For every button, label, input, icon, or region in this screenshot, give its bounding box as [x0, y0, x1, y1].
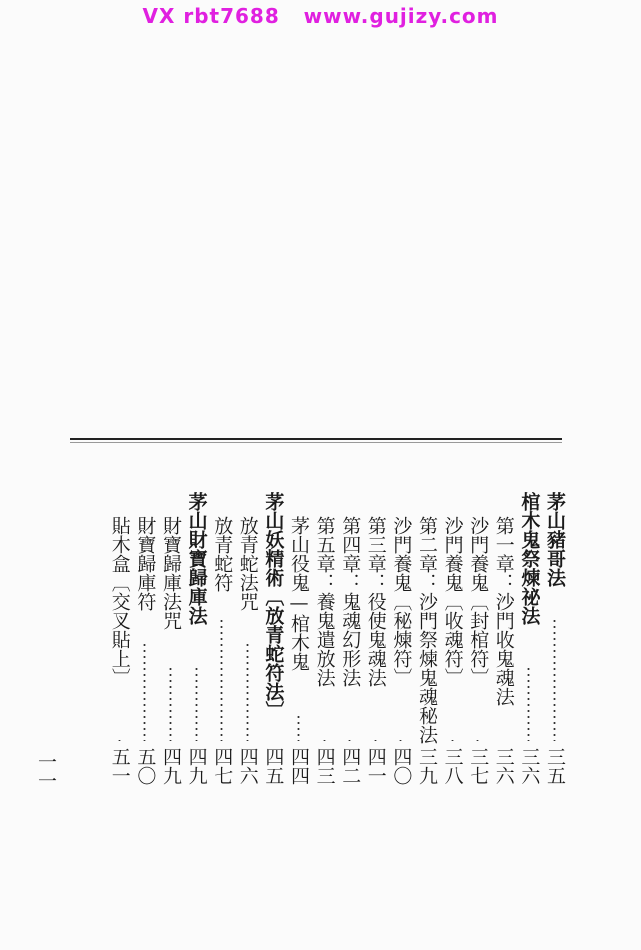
- toc-leader-dots: [476, 738, 479, 741]
- toc-entry-title: 沙門養鬼〔秘煉符〕: [390, 516, 413, 687]
- divider-rule-thin: [70, 442, 562, 443]
- toc-entry-page: 四二: [339, 747, 362, 785]
- toc-entry-title: 第一章：沙門收鬼魂法: [492, 516, 515, 706]
- toc-entry-page: 四六: [236, 747, 259, 785]
- toc-entry-title: 財寶歸庫法咒: [160, 516, 182, 630]
- toc-entry-title: 第三章：役使鬼魂法: [364, 516, 387, 687]
- toc-entry[interactable]: [210, 492, 234, 822]
- toc-leader-dots: [246, 642, 249, 741]
- toc-entry-title: 第五章：養鬼遣放法: [313, 516, 336, 687]
- toc-entry-page: 三七: [467, 747, 490, 785]
- toc-entry-title: 財寶歸庫符: [134, 516, 157, 611]
- toc-entry-title: 棺木鬼祭煉祕法: [518, 492, 541, 625]
- toc-entry-title: 茅山妖精術〔放青蛇符法〕: [262, 492, 285, 720]
- toc-entry-title: 第四章：鬼魂幻形法: [339, 516, 362, 687]
- toc-entry-page: 四三: [313, 747, 336, 785]
- toc-leader-dots: [143, 642, 146, 741]
- toc-entry-page: 五〇: [134, 747, 157, 785]
- toc-entry[interactable]: [159, 492, 183, 822]
- toc-leader-dots: [527, 666, 530, 741]
- toc-entry[interactable]: [108, 492, 132, 822]
- page-number: 一一: [35, 752, 57, 790]
- toc-entry[interactable]: [543, 492, 567, 822]
- toc-entry-page: 三九: [416, 747, 438, 785]
- toc-entry-title: 放青蛇符: [211, 516, 234, 592]
- toc-entry-page: 五一: [108, 747, 131, 785]
- toc-entry-title: 茅山役鬼—棺木鬼: [288, 516, 310, 671]
- toc-leader-dots: [323, 738, 326, 741]
- toc-entry-title: 沙門養鬼〔封棺符〕: [467, 516, 490, 687]
- toc-entry[interactable]: [236, 492, 260, 822]
- toc-entry[interactable]: [389, 492, 413, 822]
- table-of-contents: [0, 492, 641, 822]
- toc-entry-page: 四七: [211, 747, 234, 785]
- toc-entry-page: 四九: [160, 747, 182, 785]
- toc-leader-dots: [348, 738, 351, 741]
- toc-entry-page: 四五: [262, 747, 285, 785]
- toc-entry-title: 沙門養鬼〔收魂符〕: [441, 516, 464, 687]
- toc-entry-page: 四九: [185, 747, 208, 785]
- divider-rule: [70, 438, 562, 440]
- toc-leader-dots: [297, 714, 300, 741]
- toc-entry[interactable]: [364, 492, 388, 822]
- toc-entry-page: 三八: [441, 747, 464, 785]
- toc-entry-page: 三六: [492, 747, 515, 785]
- toc-entry[interactable]: [338, 492, 362, 822]
- toc-entry-title: 茅山豬哥法: [544, 492, 566, 587]
- toc-leader-dots: [118, 738, 121, 741]
- toc-leader-dots: [399, 738, 402, 741]
- toc-entry-page: 四一: [364, 747, 387, 785]
- toc-entry[interactable]: [287, 492, 311, 822]
- toc-entry[interactable]: [261, 492, 285, 822]
- toc-entry[interactable]: [492, 492, 516, 822]
- toc-entry[interactable]: [415, 492, 439, 822]
- watermark-text: VX rbt7688 www.gujizy.com: [142, 4, 499, 28]
- toc-leader-dots: [220, 618, 223, 741]
- toc-leader-dots: [195, 666, 198, 741]
- toc-entry[interactable]: [133, 492, 157, 822]
- toc-entry-title: 放青蛇法咒: [236, 516, 259, 611]
- toc-entry-page: 四〇: [390, 747, 413, 785]
- toc-leader-dots: [169, 666, 172, 741]
- toc-entry-page: 三六: [518, 747, 541, 785]
- toc-entry-title: 第二章：沙門祭煉鬼魂秘法: [416, 516, 438, 744]
- toc-leader-dots: [553, 618, 556, 741]
- toc-entry-page: 四四: [288, 747, 310, 785]
- toc-entry[interactable]: [185, 492, 209, 822]
- toc-entry-page: 三五: [544, 747, 566, 785]
- toc-leader-dots: [374, 738, 377, 741]
- toc-entry-title: 茅山財寶歸庫法: [185, 492, 208, 625]
- toc-entry[interactable]: [441, 492, 465, 822]
- toc-leader-dots: [451, 738, 454, 741]
- toc-entry[interactable]: [466, 492, 490, 822]
- toc-entry[interactable]: [313, 492, 337, 822]
- toc-entry-title: 貼木盒〔交叉貼上〕: [108, 516, 131, 687]
- toc-entry[interactable]: [517, 492, 541, 822]
